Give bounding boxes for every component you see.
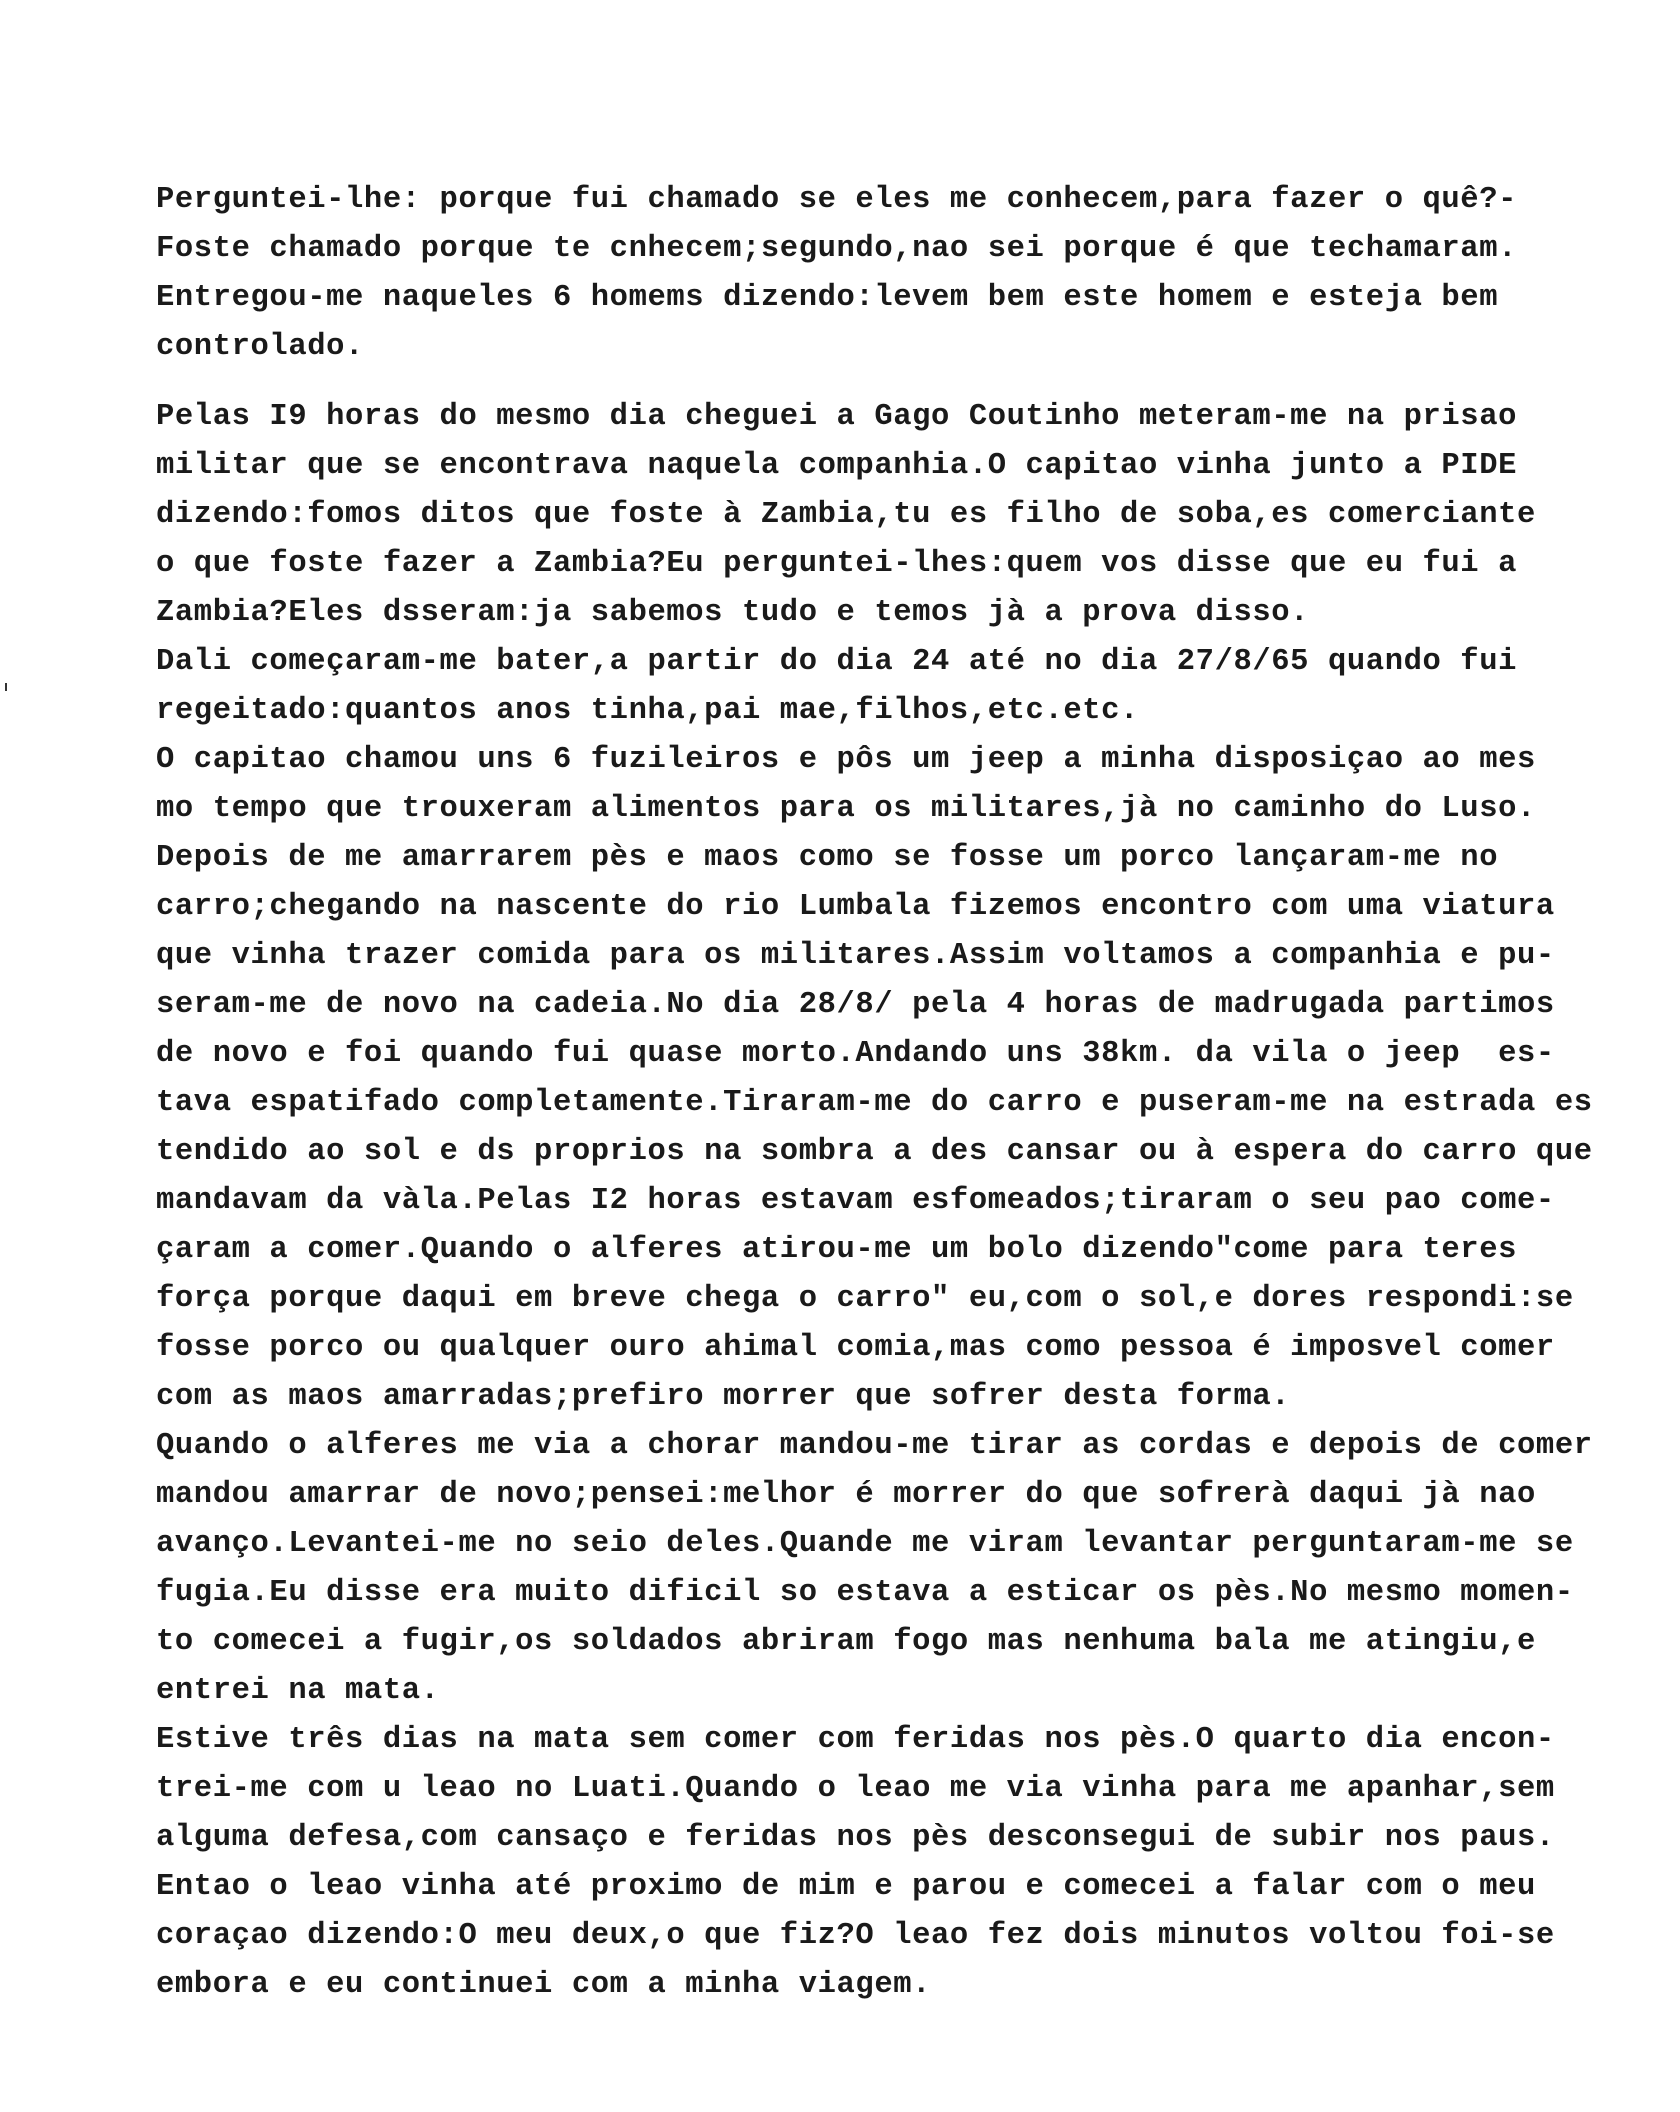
text-line: tava espatifado completamente.Tiraram-me do carro e puseram-me na estrada es	[156, 1086, 1593, 1120]
text-line: mandou amarrar de novo;pensei:melhor é morrer do que sofrerà daqui jà nao	[156, 1478, 1536, 1512]
text-line: to comecei a fugir,os soldados abriram fogo mas nenhuma bala me atingiu,e	[156, 1625, 1536, 1659]
stray-ink-mark	[5, 683, 7, 691]
paragraph	[156, 393, 1656, 2010]
text-line: çaram a comer.Quando o alferes atirou-me um bolo dizendo"come para teres	[156, 1233, 1518, 1267]
paragraph-gap	[156, 372, 1656, 393]
text-line: Zambia?Eles dsseram:ja sabemos tudo e temos jà a prova disso.	[156, 596, 1310, 630]
text-line: Depois de me amarrarem pès e maos como se fosse um porco lançaram-me no	[156, 841, 1499, 875]
text-line: Quando o alferes me via a chorar mandou-me tirar as cordas e depois de comer	[156, 1429, 1593, 1463]
text-line: dizendo:fomos ditos que foste à Zambia,tu es filho de soba,es comerciante	[156, 498, 1536, 532]
text-line: coraçao dizendo:O meu deux,o que fiz?O leao fez dois minutos voltou foi-se	[156, 1919, 1555, 1953]
text-line: o que foste fazer a Zambia?Eu perguntei-lhes:quem vos disse que eu fui a	[156, 547, 1518, 581]
text-line: que vinha trazer comida para os militares.Assim voltamos a companhia e pu-	[156, 939, 1555, 973]
text-line: embora e eu continuei com a minha viagem.	[156, 1968, 932, 2002]
text-line: Entao o leao vinha até proximo de mim e parou e comecei a falar com o meu	[156, 1870, 1536, 1904]
text-line: entrei na mata.	[156, 1674, 440, 1708]
text-line: carro;chegando na nascente do rio Lumbala fizemos encontro com uma viatura	[156, 890, 1555, 924]
text-line: fosse porco ou qualquer ouro ahimal comia,mas como pessoa é imposvel comer	[156, 1331, 1555, 1365]
text-line: Perguntei-lhe: porque fui chamado se eles me conhecem,para fazer o quê?-	[156, 183, 1518, 217]
text-line: O capitao chamou uns 6 fuzileiros e pôs um jeep a minha disposiçao ao mes	[156, 743, 1536, 777]
text-line: alguma defesa,com cansaço e feridas nos pès desconsegui de subir nos paus.	[156, 1821, 1555, 1855]
text-line: Estive três dias na mata sem comer com feridas nos pès.O quarto dia encon-	[156, 1723, 1555, 1757]
text-line: controlado.	[156, 330, 364, 364]
text-line: trei-me com u leao no Luati.Quando o leao me via vinha para me apanhar,sem	[156, 1772, 1555, 1806]
text-line: de novo e foi quando fui quase morto.Andando uns 38km. da vila o jeep es-	[156, 1037, 1555, 1071]
text-line: fugia.Eu disse era muito dificil so estava a esticar os pès.No mesmo momen-	[156, 1576, 1574, 1610]
text-line: com as maos amarradas;prefiro morrer que sofrer desta forma.	[156, 1380, 1291, 1414]
text-line: regeitado:quantos anos tinha,pai mae,filhos,etc.etc.	[156, 694, 1139, 728]
text-line: seram-me de novo na cadeia.No dia 28/8/ pela 4 horas de madrugada partimos	[156, 988, 1555, 1022]
text-line: Dali começaram-me bater,a partir do dia 24 até no dia 27/8/65 quando fui	[156, 645, 1518, 679]
text-line: tendido ao sol e ds proprios na sombra a des cansar ou à espera do carro que	[156, 1135, 1593, 1169]
paragraph	[156, 176, 1656, 372]
text-line: força porque daqui em breve chega o carro" eu,com o sol,e dores respondi:se	[156, 1282, 1574, 1316]
text-line: mo tempo que trouxeram alimentos para os militares,jà no caminho do Luso.	[156, 792, 1536, 826]
text-line: militar que se encontrava naquela companhia.O capitao vinha junto a PIDE	[156, 449, 1518, 483]
text-line: avanço.Levantei-me no seio deles.Quande me viram levantar perguntaram-me se	[156, 1527, 1574, 1561]
text-line: Entregou-me naqueles 6 homems dizendo:levem bem este homem e esteja bem	[156, 281, 1499, 315]
text-line: mandavam da vàla.Pelas I2 horas estavam esfomeados;tiraram o seu pao come-	[156, 1184, 1555, 1218]
typed-text-body	[156, 176, 1656, 2010]
text-line: Foste chamado porque te cnhecem;segundo,nao sei porque é que techamaram.	[156, 232, 1518, 266]
text-line: Pelas I9 horas do mesmo dia cheguei a Gago Coutinho meteram-me na prisao	[156, 400, 1518, 434]
